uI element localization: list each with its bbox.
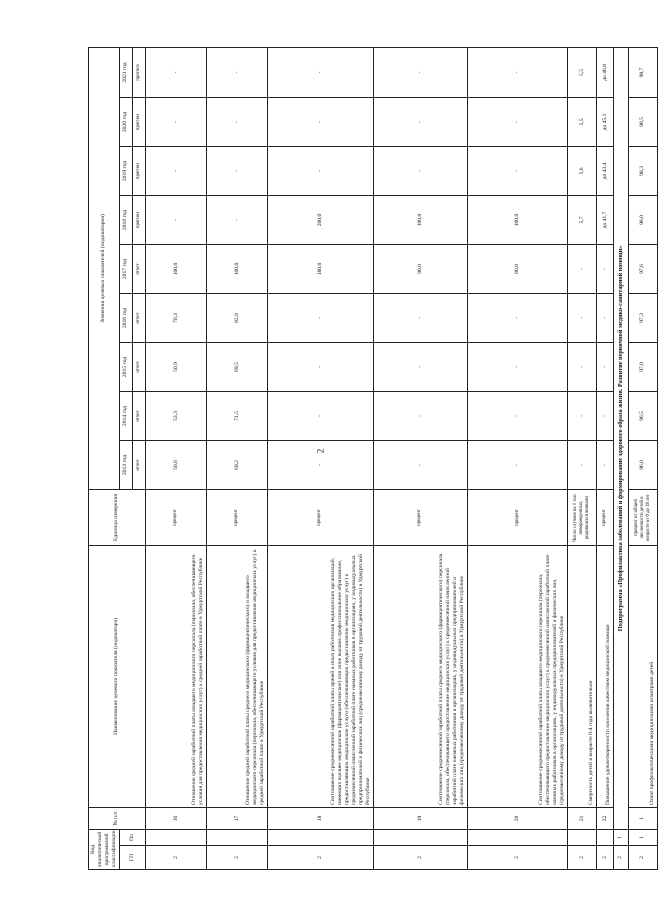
- cell-value: 96,5: [628, 391, 657, 440]
- cell-value: 98,5: [628, 97, 657, 146]
- cell-value: 98,3: [628, 146, 657, 195]
- cell-num: 18: [268, 807, 374, 829]
- cell-value: 69,2: [207, 440, 268, 489]
- header-value-kind: прогноз: [132, 146, 145, 195]
- cell-gp: 2: [613, 846, 628, 870]
- cell-value: -: [145, 47, 206, 97]
- cell-value: 5,6: [568, 146, 597, 195]
- cell-value: -: [373, 97, 467, 146]
- table-row: [597, 47, 614, 869]
- cell-value: -: [468, 391, 568, 440]
- cell-unit: процент: [468, 489, 568, 545]
- cell-value: 50,6: [145, 440, 206, 489]
- header-year: 2013 год: [119, 440, 132, 489]
- cell-value: до 41,7: [597, 195, 614, 244]
- cell-value: 100,0: [207, 244, 268, 293]
- cell-gp: 2: [468, 846, 568, 870]
- cell-unit: процент: [207, 489, 268, 545]
- cell-pp: 1: [628, 829, 657, 845]
- cell-gp: 2: [145, 846, 206, 870]
- header-value-kind: отчет: [132, 440, 145, 489]
- cell-value: 200,0: [268, 195, 374, 244]
- cell-num: 17: [207, 807, 268, 829]
- cell-num: 16: [145, 807, 206, 829]
- cell-value: -: [373, 440, 467, 489]
- cell-unit: процент от общей численности детей в возрасте от 0 до 18 лет: [628, 489, 657, 545]
- cell-indicator-name: Повышение удовлетворенности населения качеством медицинской помощи: [597, 545, 614, 807]
- header-value-kind: отчет: [132, 342, 145, 391]
- cell-pp: [597, 829, 614, 845]
- cell-pp: [373, 829, 467, 845]
- indicator-table: [88, 47, 658, 870]
- cell-value: -: [207, 195, 268, 244]
- cell-gp: 2: [207, 846, 268, 870]
- header-value-kind: прогноз: [132, 47, 145, 97]
- cell-gp: 2: [373, 846, 467, 870]
- cell-num: 20: [468, 807, 568, 829]
- cell-value: 97,6: [628, 244, 657, 293]
- cell-pp: [568, 829, 597, 845]
- table-body: [145, 47, 657, 869]
- cell-value: -: [568, 293, 597, 342]
- header-gp: ГП: [119, 846, 145, 870]
- cell-indicator-name: Смертность детей в возрасте 0-4 года включительно: [568, 545, 597, 807]
- cell-unit: процент: [597, 489, 614, 545]
- table-row: [568, 47, 597, 869]
- cell-num: 19: [373, 807, 467, 829]
- header-code-group: Код аналитической программной классификации: [89, 829, 120, 869]
- cell-gp: 2: [568, 846, 597, 870]
- cell-value: -: [597, 440, 614, 489]
- cell-value: -: [145, 97, 206, 146]
- cell-value: -: [207, 47, 268, 97]
- header-year: 2015 год: [119, 342, 132, 391]
- cell-value: -: [597, 244, 614, 293]
- header-value-kind: отчет: [132, 293, 145, 342]
- header-year: 2014 год: [119, 391, 132, 440]
- header-name: Наименование целевого показателя (индикатора): [89, 545, 146, 807]
- cell-indicator-name: Охват профилактическими медицинскими осмотрами детей: [628, 545, 657, 807]
- cell-value: -: [373, 293, 467, 342]
- cell-value: до 45,1: [597, 97, 614, 146]
- table-row: [145, 47, 206, 869]
- cell-value: -: [468, 97, 568, 146]
- cell-unit: процент: [268, 489, 374, 545]
- header-year: 2017 год: [119, 244, 132, 293]
- table-row: [468, 47, 568, 869]
- cell-value: 100,0: [373, 195, 467, 244]
- cell-value: -: [207, 146, 268, 195]
- cell-value: -: [468, 342, 568, 391]
- cell-num: 21: [568, 807, 597, 829]
- cell-value: -: [268, 293, 374, 342]
- header-year: 2020 год: [119, 97, 132, 146]
- cell-value: -: [568, 391, 597, 440]
- cell-value: -: [268, 97, 374, 146]
- cell-pp: 1: [613, 829, 628, 845]
- cell-value: -: [468, 293, 568, 342]
- cell-value: 69,5: [207, 342, 268, 391]
- cell-value: -: [373, 146, 467, 195]
- header-num: № п/п: [89, 807, 146, 829]
- header-year: 2019 год: [119, 146, 132, 195]
- cell-value: -: [468, 146, 568, 195]
- table-row: [268, 47, 374, 869]
- cell-value: -: [145, 146, 206, 195]
- cell-pp: [268, 829, 374, 845]
- cell-value: 96,0: [628, 440, 657, 489]
- header-year: 2016 год: [119, 293, 132, 342]
- cell-value: -: [373, 342, 467, 391]
- cell-pp: [207, 829, 268, 845]
- table-row: [628, 47, 657, 869]
- cell-value: 5,5: [568, 97, 597, 146]
- cell-value: 97,0: [628, 342, 657, 391]
- cell-value: -: [373, 391, 467, 440]
- cell-value: -: [373, 47, 467, 97]
- cell-gp: 2: [268, 846, 374, 870]
- cell-value: -: [468, 47, 568, 97]
- cell-pp: [468, 829, 568, 845]
- cell-value: 80,0: [468, 244, 568, 293]
- cell-pp: [145, 829, 206, 845]
- cell-unit: процент: [145, 489, 206, 545]
- cell-value: 5,5: [568, 47, 597, 97]
- table-header: [89, 47, 146, 869]
- cell-value: 53,3: [145, 391, 206, 440]
- cell-value: -: [597, 391, 614, 440]
- page-number: 2: [315, 448, 326, 454]
- header-year: 2021 год: [119, 47, 132, 97]
- cell-value: -: [268, 391, 374, 440]
- cell-value: -: [468, 440, 568, 489]
- cell-value: 98,0: [628, 195, 657, 244]
- cell-value: -: [568, 244, 597, 293]
- header-year: 2018 год: [119, 195, 132, 244]
- subprogram-title: Подпрограмма «Профилактика заболеваний и формирование здорового образа жизни. Развитие первичной медико-санитарной помощи»: [613, 47, 628, 829]
- cell-value: 97,3: [628, 293, 657, 342]
- cell-indicator-name: Соотношение среднемесячной заработной платы среднего медицинского (фармацевтического) персонала (персонала, обеспечивающего предоставление медицинских услуг) к среднемесячной начисленной заработной плате наемных работников в организациях, у индивидуальных предпринимателей и физических лиц (среднемесячному доходу от трудовой деятельности) в Удмуртской Республике: [373, 545, 467, 807]
- header-pp: Пп: [119, 829, 145, 845]
- table-row: [373, 47, 467, 869]
- header-value-kind: прогноз: [132, 195, 145, 244]
- header-value-kind: прогноз: [132, 97, 145, 146]
- cell-num: 22: [597, 807, 614, 829]
- header-values-group: Значения целевых показателей (индикаторов): [89, 47, 120, 489]
- cell-num: 1: [628, 807, 657, 829]
- cell-value: -: [597, 293, 614, 342]
- cell-value: -: [568, 342, 597, 391]
- cell-gp: 2: [628, 846, 657, 870]
- cell-indicator-name: Отношение средней заработной платы младшего медицинского персонала (персонала, обеспечивающего условия для предоставления медицинских услуг) к средней заработной плате в Удмуртской Республике: [145, 545, 206, 807]
- cell-value: до 43,4: [597, 146, 614, 195]
- cell-value: 82,8: [207, 293, 268, 342]
- cell-value: 180,0: [268, 244, 374, 293]
- cell-unit: процент: [373, 489, 467, 545]
- header-value-kind: отчет: [132, 391, 145, 440]
- cell-value: -: [268, 146, 374, 195]
- cell-value: 50,9: [145, 342, 206, 391]
- indicator-table-sheet: [88, 48, 658, 870]
- table-row: [207, 47, 268, 869]
- header-value-kind: отчет: [132, 244, 145, 293]
- cell-unit: Число случаев на 1 тыс. новорожденных, родившихся живыми: [568, 489, 597, 545]
- cell-indicator-name: Отношение средней заработной платы среднего медицинского (фармацевтического) и младшего медицинского персонала (персонала, обеспечивающего условия для предоставления медицинских услуг) к средней заработной плате в Удмуртской Республике: [207, 545, 268, 807]
- subprogram-row: [613, 47, 628, 869]
- cell-value: 100,0: [145, 244, 206, 293]
- cell-value: 98,7: [628, 47, 657, 97]
- cell-value: -: [268, 47, 374, 97]
- cell-indicator-name: Соотношение среднемесячной заработной платы младшего медицинского персонала (персонала, обеспечивающего предоставление медицинских услуг) к среднемесячной начисленной заработной плате наемных работников в организациях, у индивидуальных предпринимателей и физических лиц (среднемесячному доходу от трудовой деятельности) в Удмуртской Республике: [468, 545, 568, 807]
- cell-value: 90,0: [373, 244, 467, 293]
- cell-gp: 2: [597, 846, 614, 870]
- cell-value: -: [207, 97, 268, 146]
- cell-value: -: [268, 440, 374, 489]
- cell-value: 71,5: [207, 391, 268, 440]
- cell-value: 70,3: [145, 293, 206, 342]
- cell-indicator-name: Соотношение среднемесячной заработной платы врачей и иных работников медицинских организаций, имеющих высшее медицинское (фармацевтическое) или иное высшее профессиональное образование, предоставляющих медицинские услуги (обеспечивающих предоставление медицинских услуг) к среднемесячной начисленной заработной плате наемных работников в организациях, у индивидуальных предпринимателей и физических лиц (среднемесячному доходу от трудовой деятельности) в Удмуртской Республике: [268, 545, 374, 807]
- header-unit: Единица измерения: [89, 489, 146, 545]
- cell-value: 100,0: [468, 195, 568, 244]
- cell-value: -: [597, 342, 614, 391]
- cell-value: -: [568, 440, 597, 489]
- cell-value: -: [145, 195, 206, 244]
- cell-value: до 46,8: [597, 47, 614, 97]
- cell-value: 5,7: [568, 195, 597, 244]
- cell-value: -: [268, 342, 374, 391]
